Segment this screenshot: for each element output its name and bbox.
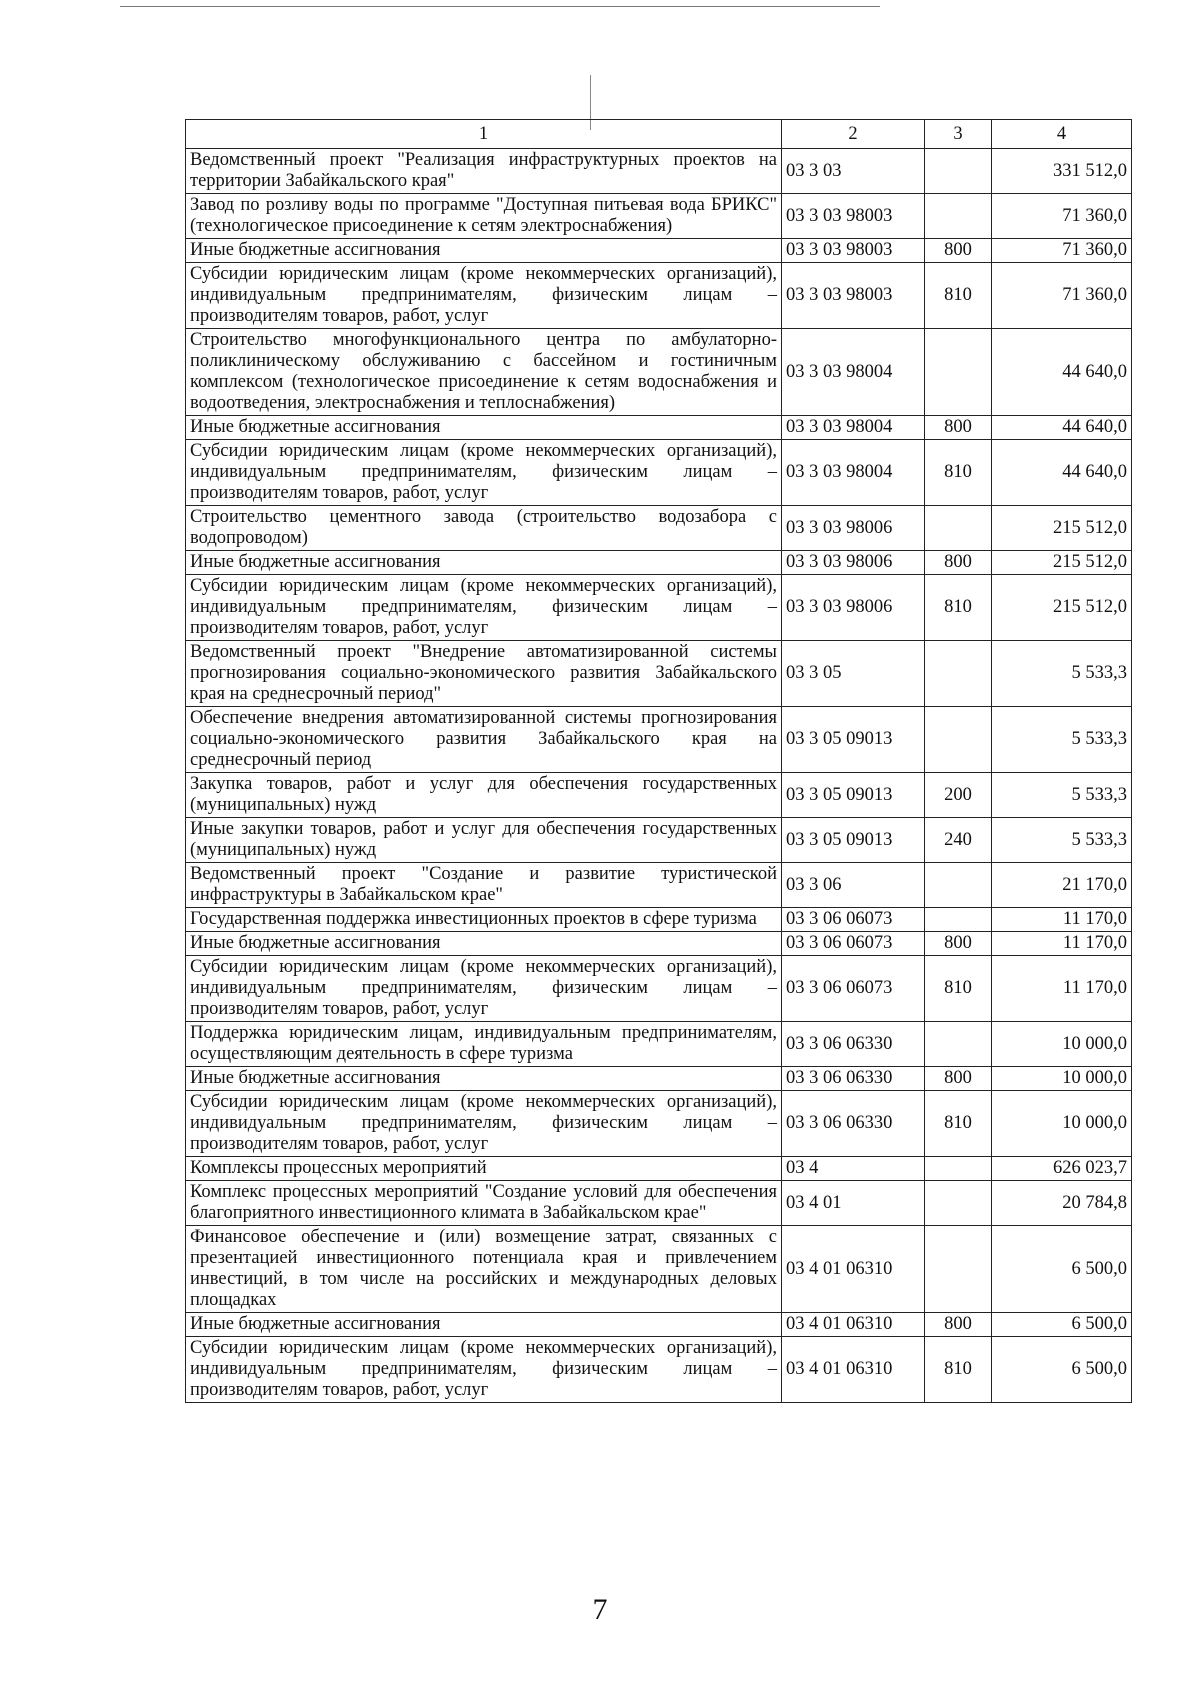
row-name-cell: Иные бюджетные ассигнования xyxy=(186,551,782,575)
row-name-cell: Субсидии юридическим лицам (кроме некоммерческих организаций), индивидуальным предпринимателям, физическим лицам – производителям товаров, работ, услуг xyxy=(186,1091,782,1157)
row-name-cell: Финансовое обеспечение и (или) возмещение затрат, связанных с презентацией инвестиционного потенциала края и привлечением инвестиций, в том числе на российских и международных деловых площадках xyxy=(186,1226,782,1313)
table-row xyxy=(186,641,1132,707)
row-expense-type-cell xyxy=(925,329,992,416)
row-expense-type-cell xyxy=(925,194,992,239)
row-code-cell: 03 3 05 xyxy=(782,641,925,707)
header-col-3: 3 xyxy=(925,120,992,149)
table-row xyxy=(186,1181,1132,1226)
row-expense-type-cell xyxy=(925,1157,992,1181)
row-name-cell: Обеспечение внедрения автоматизированной системы прогнозирования социально-экономического развития Забайкальского края на среднесрочный период xyxy=(186,707,782,773)
row-name-cell: Поддержка юридическим лицам, индивидуальным предпринимателям, осуществляющим деятельность в сфере туризма xyxy=(186,1022,782,1067)
table-row xyxy=(186,239,1132,263)
row-name-cell: Комплексы процессных мероприятий xyxy=(186,1157,782,1181)
row-code-cell: 03 3 06 06330 xyxy=(782,1022,925,1067)
row-sum-cell: 5 533,3 xyxy=(992,641,1132,707)
row-name-cell: Ведомственный проект "Внедрение автоматизированной системы прогнозирования социально-экономического развития Забайкальского края на среднесрочный период" xyxy=(186,641,782,707)
row-expense-type-cell: 800 xyxy=(925,1313,992,1337)
row-sum-cell: 10 000,0 xyxy=(992,1067,1132,1091)
row-sum-cell: 11 170,0 xyxy=(992,932,1132,956)
row-code-cell: 03 3 03 98004 xyxy=(782,416,925,440)
row-name-cell: Ведомственный проект "Создание и развитие туристической инфраструктуры в Забайкальском крае" xyxy=(186,863,782,908)
row-code-cell: 03 3 06 06073 xyxy=(782,908,925,932)
table-row xyxy=(186,1091,1132,1157)
row-code-cell: 03 3 06 06330 xyxy=(782,1067,925,1091)
row-sum-cell: 215 512,0 xyxy=(992,506,1132,551)
row-sum-cell: 11 170,0 xyxy=(992,956,1132,1022)
table-row xyxy=(186,908,1132,932)
table-row xyxy=(186,707,1132,773)
row-expense-type-cell xyxy=(925,149,992,194)
row-sum-cell: 20 784,8 xyxy=(992,1181,1132,1226)
row-code-cell: 03 3 03 98006 xyxy=(782,506,925,551)
table-row xyxy=(186,773,1132,818)
table-row xyxy=(186,1157,1132,1181)
table-body xyxy=(186,149,1132,1403)
row-expense-type-cell: 810 xyxy=(925,263,992,329)
row-sum-cell: 6 500,0 xyxy=(992,1337,1132,1403)
header-col-2: 2 xyxy=(782,120,925,149)
budget-table xyxy=(185,119,1132,1403)
table-row xyxy=(186,416,1132,440)
row-name-cell: Иные бюджетные ассигнования xyxy=(186,239,782,263)
row-sum-cell: 11 170,0 xyxy=(992,908,1132,932)
row-expense-type-cell xyxy=(925,641,992,707)
row-expense-type-cell: 810 xyxy=(925,440,992,506)
row-code-cell: 03 4 01 xyxy=(782,1181,925,1226)
row-name-cell: Субсидии юридическим лицам (кроме некоммерческих организаций), индивидуальным предпринимателям, физическим лицам – производителям товаров, работ, услуг xyxy=(186,263,782,329)
row-expense-type-cell xyxy=(925,506,992,551)
row-expense-type-cell: 800 xyxy=(925,551,992,575)
header-col-4: 4 xyxy=(992,120,1132,149)
row-code-cell: 03 4 xyxy=(782,1157,925,1181)
row-expense-type-cell xyxy=(925,1022,992,1067)
row-sum-cell: 10 000,0 xyxy=(992,1091,1132,1157)
row-name-cell: Субсидии юридическим лицам (кроме некоммерческих организаций), индивидуальным предпринимателям, физическим лицам – производителям товаров, работ, услуг xyxy=(186,956,782,1022)
row-sum-cell: 5 533,3 xyxy=(992,773,1132,818)
row-code-cell: 03 3 03 98003 xyxy=(782,194,925,239)
row-sum-cell: 10 000,0 xyxy=(992,1022,1132,1067)
row-name-cell: Завод по розливу воды по программе "Доступная питьевая вода БРИКС" (технологическое присоединение к сетям электроснабжения) xyxy=(186,194,782,239)
row-sum-cell: 5 533,3 xyxy=(992,818,1132,863)
row-name-cell: Субсидии юридическим лицам (кроме некоммерческих организаций), индивидуальным предпринимателям, физическим лицам – производителям товаров, работ, услуг xyxy=(186,440,782,506)
row-sum-cell: 71 360,0 xyxy=(992,239,1132,263)
row-code-cell: 03 3 05 09013 xyxy=(782,707,925,773)
row-expense-type-cell: 240 xyxy=(925,818,992,863)
row-expense-type-cell: 810 xyxy=(925,1337,992,1403)
row-code-cell: 03 3 03 98003 xyxy=(782,263,925,329)
row-name-cell: Комплекс процессных мероприятий "Создание условий для обеспечения благоприятного инвестиционного климата в Забайкальском крае" xyxy=(186,1181,782,1226)
header-col-1: 1 xyxy=(186,120,782,149)
table-row xyxy=(186,863,1132,908)
row-code-cell: 03 3 03 xyxy=(782,149,925,194)
row-sum-cell: 44 640,0 xyxy=(992,440,1132,506)
row-expense-type-cell xyxy=(925,863,992,908)
row-sum-cell: 215 512,0 xyxy=(992,575,1132,641)
row-name-cell: Субсидии юридическим лицам (кроме некоммерческих организаций), индивидуальным предпринимателям, физическим лицам – производителям товаров, работ, услуг xyxy=(186,1337,782,1403)
row-sum-cell: 71 360,0 xyxy=(992,194,1132,239)
row-code-cell: 03 3 03 98004 xyxy=(782,329,925,416)
top-edge-rule xyxy=(120,6,880,7)
row-name-cell: Ведомственный проект "Реализация инфраструктурных проектов на территории Забайкальского края" xyxy=(186,149,782,194)
table-row xyxy=(186,506,1132,551)
row-expense-type-cell: 810 xyxy=(925,956,992,1022)
row-expense-type-cell xyxy=(925,707,992,773)
table-row xyxy=(186,1067,1132,1091)
row-name-cell: Иные закупки товаров, работ и услуг для обеспечения государственных (муниципальных) нужд xyxy=(186,818,782,863)
table-row xyxy=(186,194,1132,239)
row-code-cell: 03 4 01 06310 xyxy=(782,1337,925,1403)
row-expense-type-cell: 810 xyxy=(925,575,992,641)
row-name-cell: Иные бюджетные ассигнования xyxy=(186,416,782,440)
row-code-cell: 03 3 03 98006 xyxy=(782,575,925,641)
row-name-cell: Государственная поддержка инвестиционных проектов в сфере туризма xyxy=(186,908,782,932)
table-row xyxy=(186,1226,1132,1313)
row-code-cell: 03 4 01 06310 xyxy=(782,1313,925,1337)
row-sum-cell: 5 533,3 xyxy=(992,707,1132,773)
table-row xyxy=(186,1337,1132,1403)
row-expense-type-cell: 800 xyxy=(925,932,992,956)
row-code-cell: 03 3 05 09013 xyxy=(782,773,925,818)
row-sum-cell: 44 640,0 xyxy=(992,416,1132,440)
row-code-cell: 03 4 01 06310 xyxy=(782,1226,925,1313)
row-sum-cell: 6 500,0 xyxy=(992,1226,1132,1313)
table-row xyxy=(186,1022,1132,1067)
row-expense-type-cell: 800 xyxy=(925,1067,992,1091)
table-row xyxy=(186,149,1132,194)
row-sum-cell: 21 170,0 xyxy=(992,863,1132,908)
row-name-cell: Строительство цементного завода (строительство водозабора с водопроводом) xyxy=(186,506,782,551)
row-code-cell: 03 3 03 98006 xyxy=(782,551,925,575)
row-expense-type-cell xyxy=(925,1226,992,1313)
row-name-cell: Строительство многофункционального центра по амбулаторно-поликлиническому обслуживанию с бассейном и гостиничным комплексом (технологическое присоединение к сетям водоснабжения и водоотведения, электроснабжения и теплоснабжения) xyxy=(186,329,782,416)
table-row xyxy=(186,329,1132,416)
row-expense-type-cell: 800 xyxy=(925,239,992,263)
row-expense-type-cell: 800 xyxy=(925,416,992,440)
table-row xyxy=(186,818,1132,863)
table-row xyxy=(186,956,1132,1022)
row-name-cell: Иные бюджетные ассигнования xyxy=(186,1313,782,1337)
row-name-cell: Иные бюджетные ассигнования xyxy=(186,932,782,956)
row-name-cell: Закупка товаров, работ и услуг для обеспечения государственных (муниципальных) нужд xyxy=(186,773,782,818)
row-code-cell: 03 3 05 09013 xyxy=(782,818,925,863)
row-sum-cell: 44 640,0 xyxy=(992,329,1132,416)
row-sum-cell: 626 023,7 xyxy=(992,1157,1132,1181)
table-row xyxy=(186,575,1132,641)
row-name-cell: Субсидии юридическим лицам (кроме некоммерческих организаций), индивидуальным предпринимателям, физическим лицам – производителям товаров, работ, услуг xyxy=(186,575,782,641)
row-sum-cell: 71 360,0 xyxy=(992,263,1132,329)
row-sum-cell: 215 512,0 xyxy=(992,551,1132,575)
page-number: 7 xyxy=(592,1593,608,1626)
row-code-cell: 03 3 03 98003 xyxy=(782,239,925,263)
row-code-cell: 03 3 06 06330 xyxy=(782,1091,925,1157)
row-code-cell: 03 3 06 xyxy=(782,863,925,908)
row-expense-type-cell: 810 xyxy=(925,1091,992,1157)
row-expense-type-cell: 200 xyxy=(925,773,992,818)
table-row xyxy=(186,263,1132,329)
table-row xyxy=(186,1313,1132,1337)
row-code-cell: 03 3 06 06073 xyxy=(782,956,925,1022)
table-row xyxy=(186,932,1132,956)
row-sum-cell: 6 500,0 xyxy=(992,1313,1132,1337)
header-row xyxy=(186,120,1132,149)
row-name-cell: Иные бюджетные ассигнования xyxy=(186,1067,782,1091)
row-code-cell: 03 3 06 06073 xyxy=(782,932,925,956)
table-row xyxy=(186,440,1132,506)
table-row xyxy=(186,551,1132,575)
row-sum-cell: 331 512,0 xyxy=(992,149,1132,194)
row-expense-type-cell xyxy=(925,1181,992,1226)
row-code-cell: 03 3 03 98004 xyxy=(782,440,925,506)
row-expense-type-cell xyxy=(925,908,992,932)
